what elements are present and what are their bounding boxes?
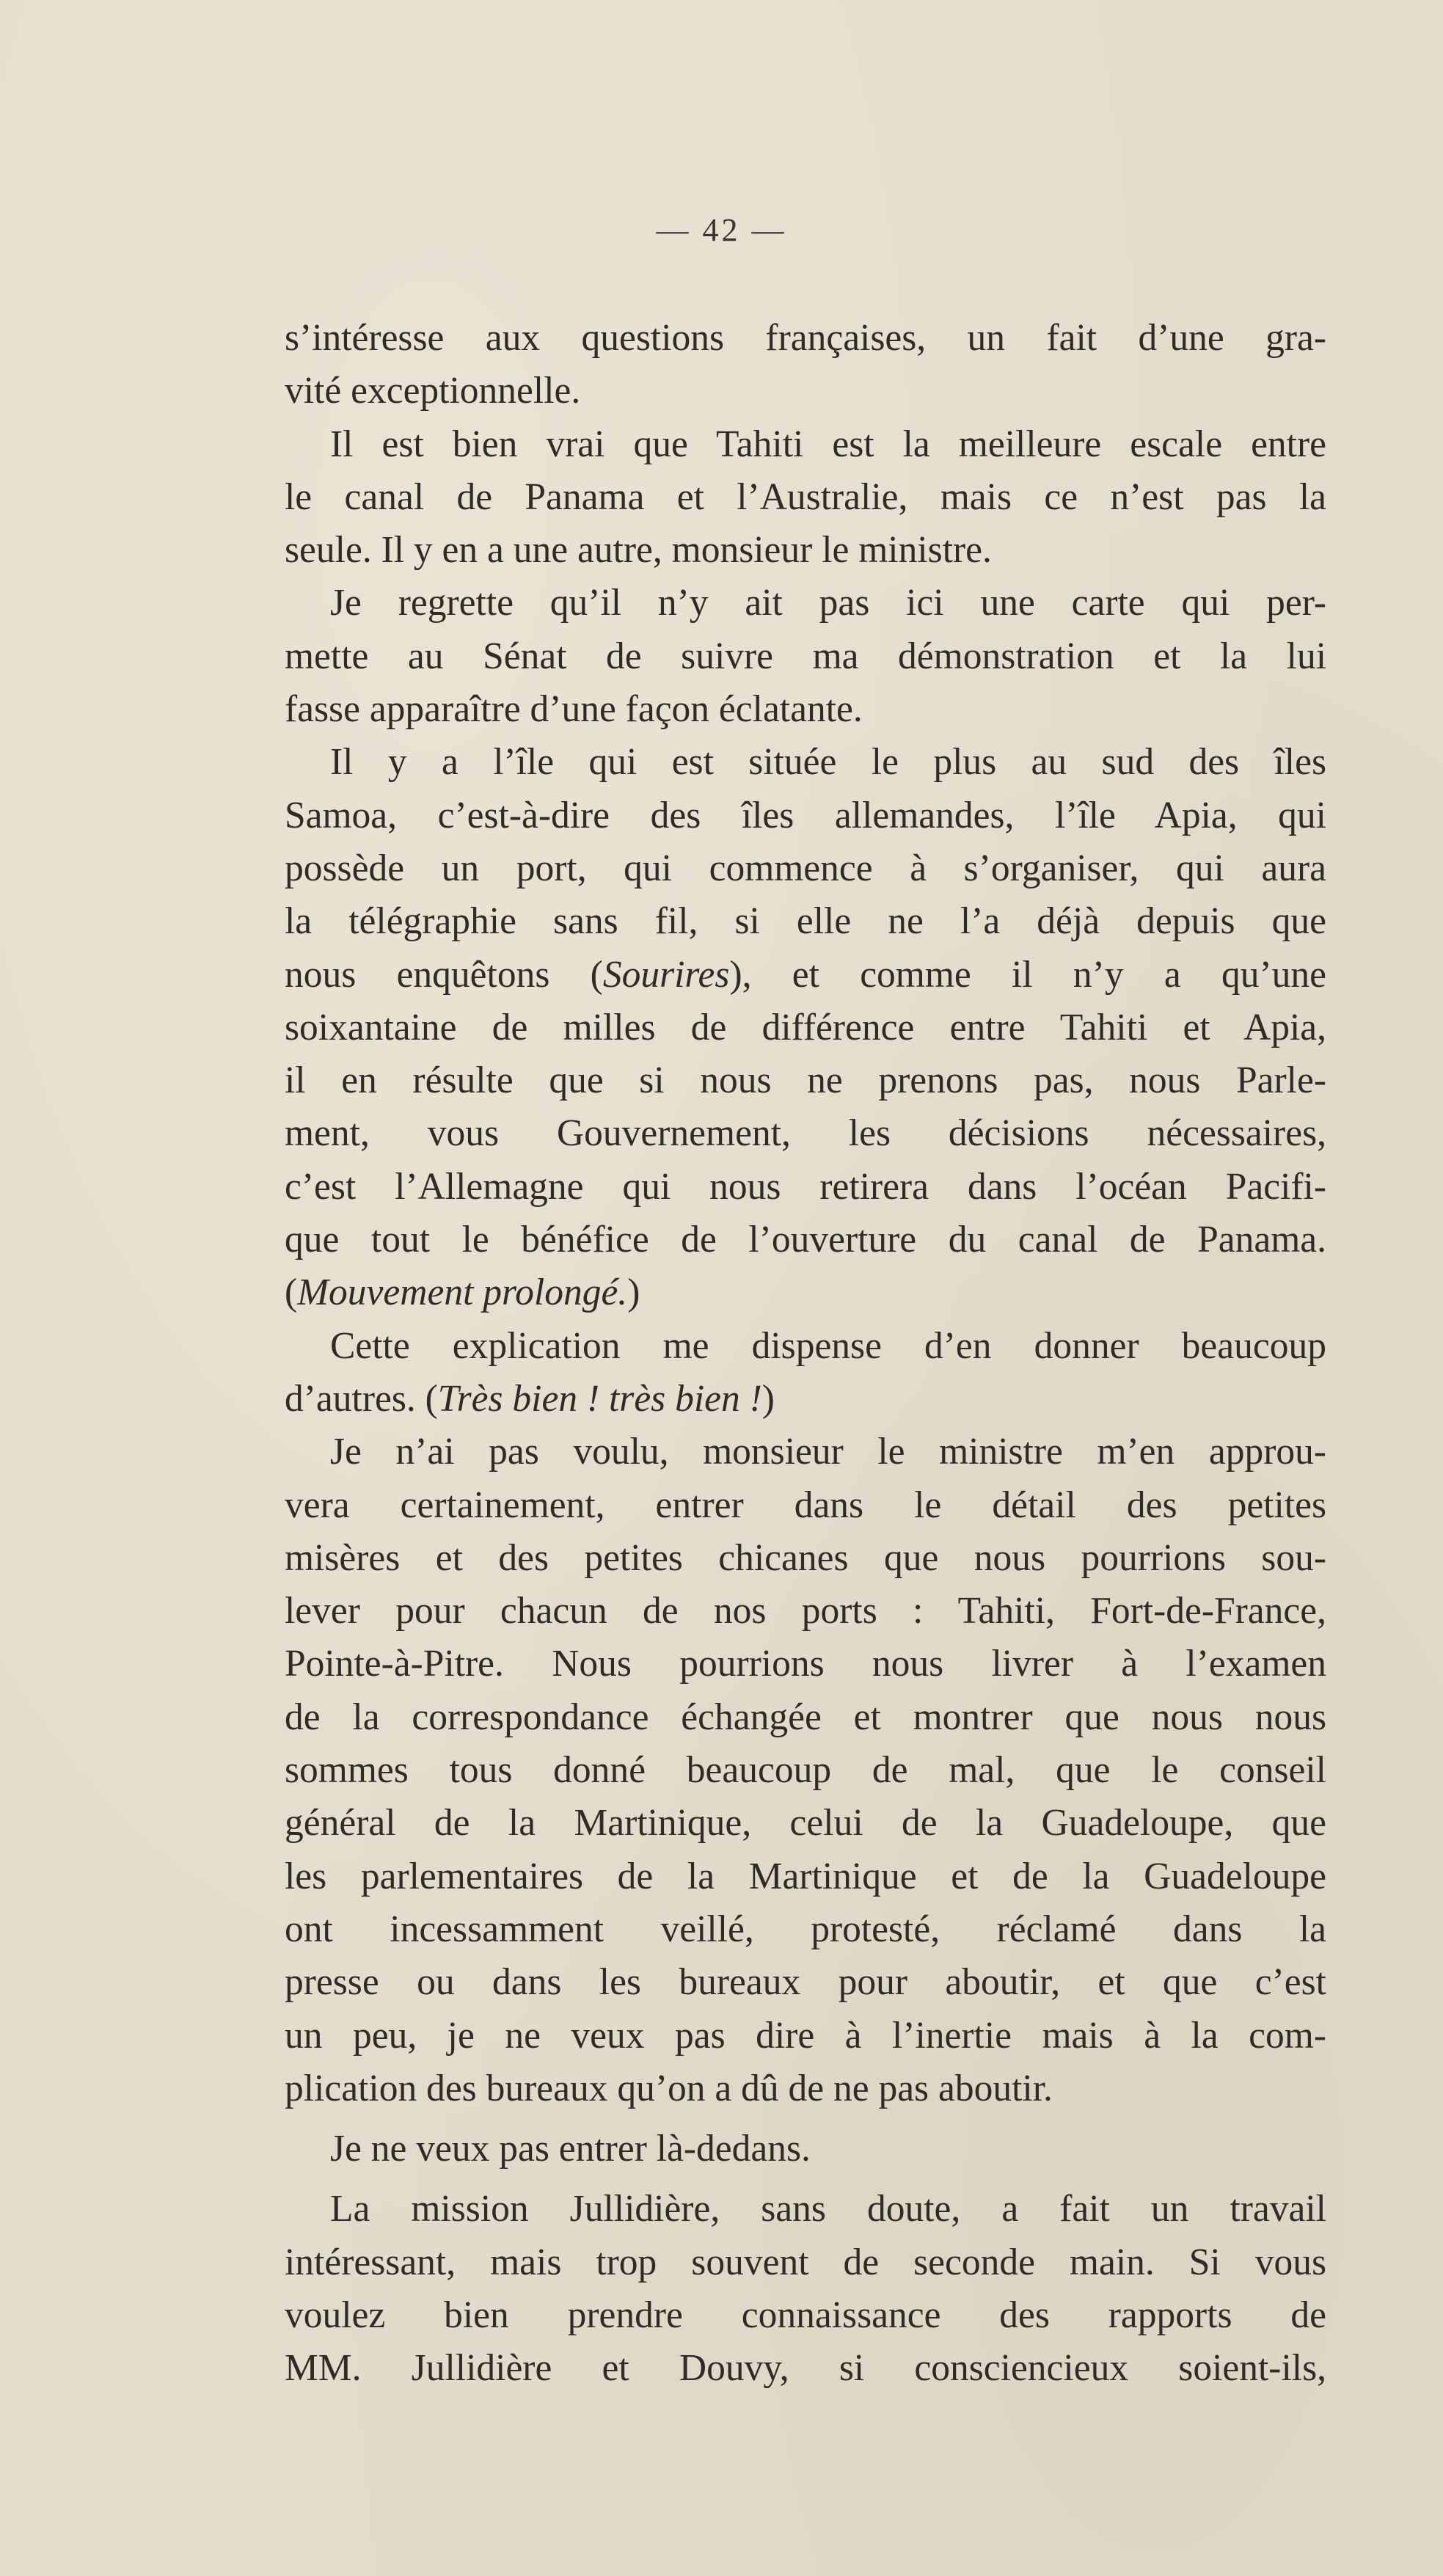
text-line: mette au Sénat de suivre ma démonstration et la lui	[285, 635, 1326, 677]
text-line: Je n’ai pas voulu, monsieur le ministre m’en approu-	[330, 1431, 1326, 1473]
italic-annotation: Très bien ! très bien !	[437, 1377, 762, 1420]
text-line: que tout le bénéfice de l’ouverture du canal de Panama.	[285, 1219, 1326, 1261]
text-line: Il y a l’île qui est située le plus au sud des îles	[330, 741, 1326, 784]
text-line: Je ne veux pas entrer là-dedans.	[330, 2128, 811, 2170]
text-line	[285, 949, 1326, 1001]
text-line: un peu, je ne veux pas dire à l’inertie mais à la com-	[285, 2014, 1326, 2057]
text-line: plication des bureaux qu’on a dû de ne pas aboutir.	[285, 2067, 1053, 2109]
text-line: vera certainement, entrer dans le détail des petites	[285, 1484, 1326, 1526]
text-line: voulez bien prendre connaissance des rapports de	[285, 2294, 1326, 2336]
text-line: La mission Jullidière, sans doute, a fait un travail	[330, 2188, 1326, 2230]
text-line: de la correspondance échangée et montrer que nous nous	[285, 1696, 1326, 1738]
italic-annotation: Mouvement prolongé.	[297, 1271, 628, 1314]
text-line: soixantaine de milles de différence entre Tahiti et Apia,	[285, 1006, 1326, 1048]
text-line: possède un port, qui commence à s’organiser, qui aura	[285, 847, 1326, 889]
text-line: misères et des petites chicanes que nous pourrions sou-	[285, 1536, 1326, 1579]
text-line: Pointe-à-Pitre. Nous pourrions nous livrer à l’examen	[285, 1643, 1326, 1685]
text-run: ), et comme il n’y a qu’une	[729, 953, 1326, 996]
text-line: MM. Jullidière et Douvy, si consciencieux soient-ils,	[285, 2347, 1326, 2390]
italic-annotation: Sourires	[602, 953, 730, 996]
text-line: s’intéresse aux questions françaises, un fait d’une gra-	[285, 317, 1326, 359]
text-line: c’est l’Allemagne qui nous retirera dans l’océan Pacifi-	[285, 1165, 1326, 1208]
text-line: Il est bien vrai que Tahiti est la meilleure escale entre	[330, 423, 1326, 465]
text-line: les parlementaires de la Martinique et de la Guadeloupe	[285, 1855, 1326, 1897]
text-line: ment, vous Gouvernement, les décisions nécessaires,	[285, 1112, 1326, 1155]
text-line: Samoa, c’est-à-dire des îles allemandes, l’île Apia, qui	[285, 794, 1326, 836]
text-line: la télégraphie sans fil, si elle ne l’a déjà depuis que	[285, 900, 1326, 943]
text-line: Cette explication me dispense d’en donner beaucoup	[330, 1324, 1326, 1367]
body-text	[285, 312, 1326, 2396]
text-run: d’autres. (	[285, 1377, 438, 1420]
text-line: sommes tous donné beaucoup de mal, que le conseil	[285, 1749, 1326, 1792]
text-line: lever pour chacun de nos ports : Tahiti, Fort-de-France,	[285, 1590, 1326, 1632]
text-run: )	[761, 1377, 775, 1420]
text-line: Je regrette qu’il n’y ait pas ici une carte qui per-	[330, 582, 1326, 624]
text-line: il en résulte que si nous ne prenons pas, nous Parle-	[285, 1059, 1326, 1102]
text-line: seule. Il y en a une autre, monsieur le ministre.	[285, 529, 992, 572]
text-run: )	[627, 1271, 640, 1314]
text-line: vité exceptionnelle.	[285, 370, 581, 412]
text-line: ont incessamment veillé, protesté, réclamé dans la	[285, 1908, 1326, 1950]
text-line	[285, 1373, 1326, 1426]
text-run: nous enquêtons (	[285, 953, 603, 996]
text-line: fasse apparaître d’une façon éclatante.	[285, 688, 863, 731]
text-line: le canal de Panama et l’Australie, mais ce n’est pas la	[285, 475, 1326, 518]
text-run: (	[285, 1271, 298, 1314]
text-line	[285, 1266, 1326, 1319]
text-line: intéressant, mais trop souvent de seconde main. Si vous	[285, 2241, 1326, 2283]
page-number: — 42 —	[656, 212, 787, 248]
text-line: général de la Martinique, celui de la Guadeloupe, que	[285, 1802, 1326, 1845]
text-line: presse ou dans les bureaux pour aboutir, et que c’est	[285, 1961, 1326, 2004]
